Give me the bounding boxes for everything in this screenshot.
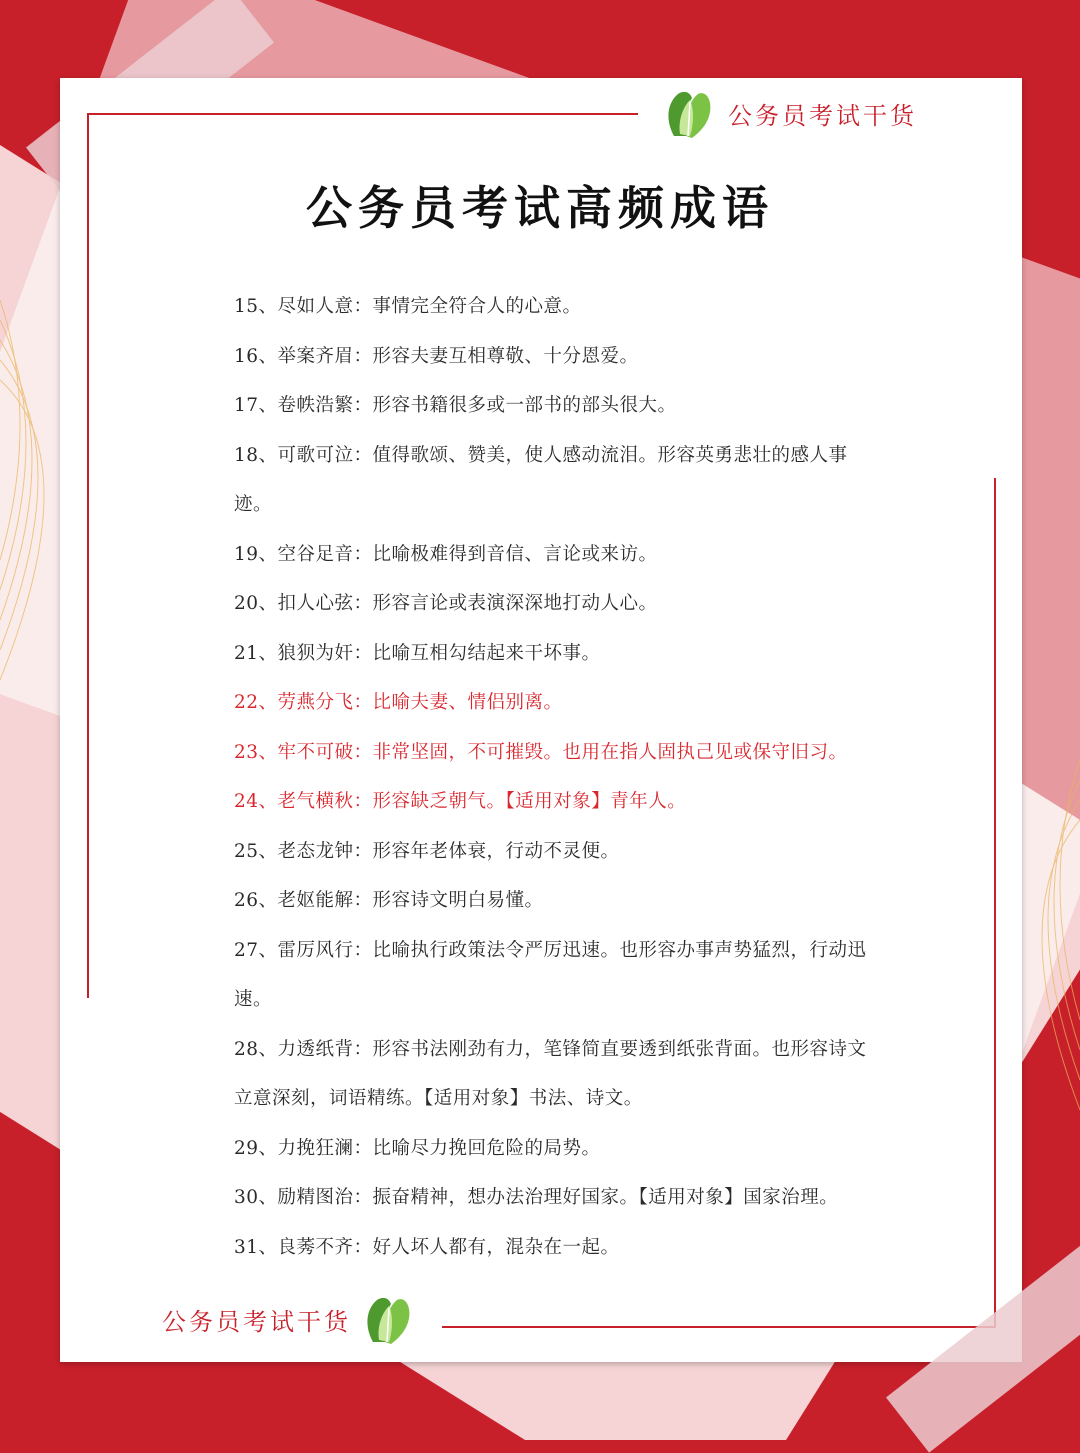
idiom-entry: 17、卷帙浩繁：形容书籍很多或一部书的部头很大。 — [234, 395, 677, 416]
idiom-entry-highlighted: 24、老气横秋：形容缺乏朝气。【适用对象】青年人。 — [234, 791, 687, 812]
idiom-entry: 15、尽如人意：事情完全符合人的心意。 — [234, 296, 582, 317]
idiom-entry: 25、老态龙钟：形容年老体衰，行动不灵便。 — [234, 840, 620, 862]
page-title: 公务员考试高频成语 — [306, 181, 774, 235]
brand-header — [664, 86, 917, 140]
idiom-entry-highlighted: 22、劳燕分飞：比喻夫妻、情侣别离。 — [234, 692, 563, 713]
idiom-entry: 26、老妪能解：形容诗文明白易懂。 — [234, 890, 544, 911]
idiom-entry: 21、狼狈为奸：比喻互相勾结起来干坏事。 — [234, 642, 601, 664]
frame-line-bottom — [442, 1326, 996, 1328]
frame-line-left — [87, 113, 89, 998]
frame-line-top — [88, 113, 638, 115]
cabbage-icon — [664, 86, 714, 140]
idiom-entry: 30、励精图治：振奋精神，想办法治理好国家。【适用对象】国家治理。 — [234, 1187, 839, 1208]
brand-name: 公务员考试干货 — [728, 101, 917, 130]
idiom-entry: 18、可歌可泣：值得歌颂、赞美，使人感动流泪。形容英勇悲壮的感人事迹。 — [234, 444, 848, 515]
idiom-entry: 27、雷厉风行：比喻执行政策法令严厉迅速。也形容办事声势猛烈，行动迅速。 — [234, 939, 867, 1010]
brand-footer — [162, 1292, 413, 1346]
idiom-list — [234, 282, 874, 1272]
idiom-entry-highlighted: 23、牢不可破：非常坚固，不可摧毁。也用在指人固执己见或保守旧习。 — [234, 741, 848, 763]
idiom-entry: 19、空谷足音：比喻极难得到音信、言论或来访。 — [234, 543, 658, 565]
idiom-entry: 29、力挽狂澜：比喻尽力挽回危险的局势。 — [234, 1137, 601, 1159]
idiom-entry: 31、良莠不齐：好人坏人都有，混杂在一起。 — [234, 1236, 620, 1258]
brand-name: 公务员考试干货 — [162, 1307, 351, 1336]
frame-line-right — [994, 478, 996, 1328]
cabbage-icon — [363, 1292, 413, 1346]
idiom-entry: 28、力透纸背：形容书法刚劲有力，笔锋简直要透到纸张背面。也形容诗文立意深刻，词语精练。【适用对象】书法、诗文。 — [234, 1038, 867, 1109]
idiom-entry: 16、举案齐眉：形容夫妻互相尊敬、十分恩爱。 — [234, 345, 639, 367]
idiom-entry: 20、扣人心弦：形容言论或表演深深地打动人心。 — [234, 593, 658, 614]
